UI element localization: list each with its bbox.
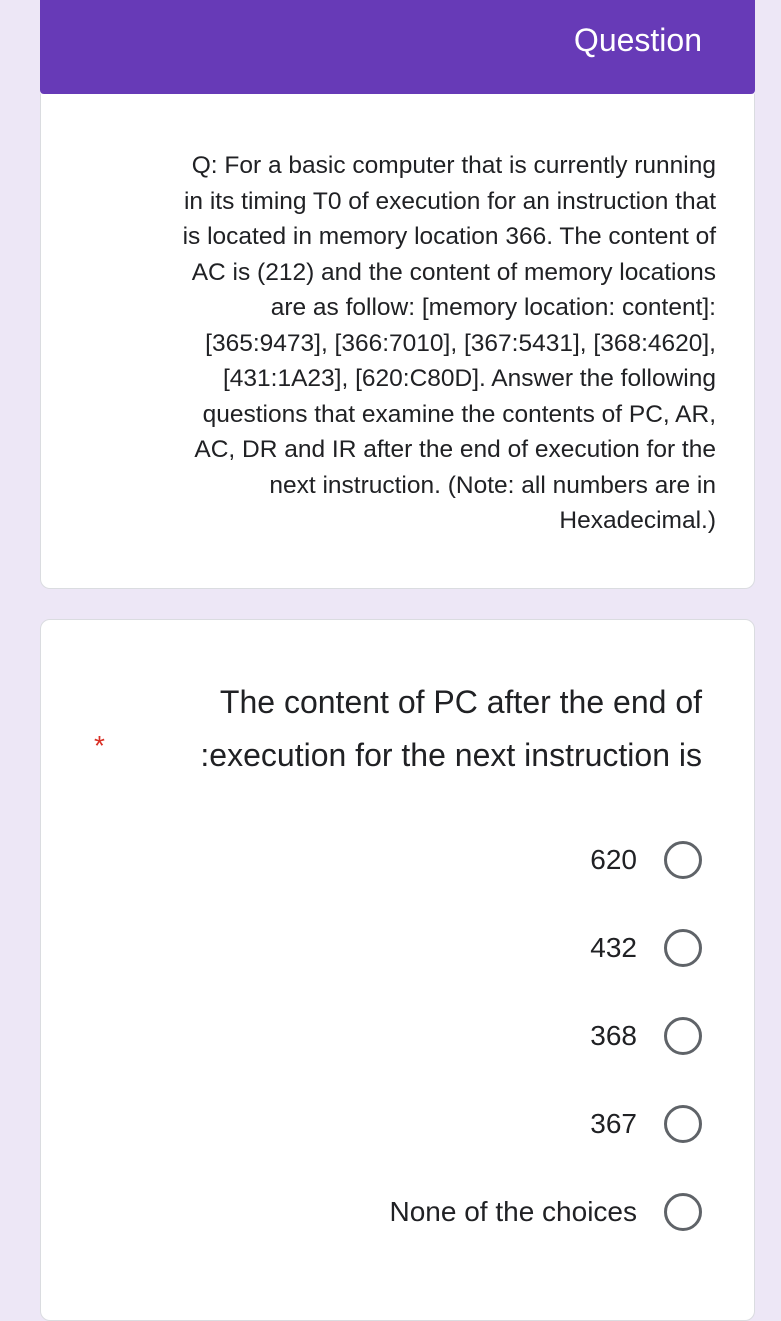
question-card	[40, 619, 755, 1321]
option-620[interactable]	[590, 838, 702, 882]
option-368[interactable]	[590, 1014, 702, 1058]
question-header-card	[40, 0, 755, 94]
option-432[interactable]	[590, 926, 702, 970]
radio-button[interactable]	[664, 1017, 702, 1055]
question-title-line-2: :execution for the next instruction is	[200, 737, 702, 773]
question-title-line-1: The content of PC after the end of	[219, 684, 702, 720]
description-card	[40, 94, 755, 589]
option-label: 368	[590, 1020, 637, 1051]
option-label: 432	[590, 932, 637, 963]
header-title: Question	[573, 22, 702, 58]
option-367[interactable]	[590, 1102, 702, 1146]
radio-button[interactable]	[664, 1105, 702, 1143]
radio-button[interactable]	[664, 929, 702, 967]
question-title	[102, 676, 702, 782]
radio-button[interactable]	[664, 841, 702, 879]
required-marker: *	[94, 730, 105, 761]
question-description-text: Q: For a basic computer that is currently running in its timing T0 of execution for an instruction that is located in memory location 366. The content of AC is (212) and the content of memory locations are as follow: [memory location: content]: [365:9473], [366:7010], [367:5431], [368:4620], [431:1A23], [620:C80D]. Answer the following questions that examine the contents of PC, AR, AC, DR and IR after the end of execution for the next instruction. (Note: all numbers are in Hexadecimal.)	[182, 152, 716, 534]
option-label: 367	[590, 1108, 637, 1139]
radio-button[interactable]	[664, 1193, 702, 1231]
option-label: None of the choices	[389, 1196, 637, 1227]
option-label: 620	[590, 844, 637, 875]
option-none-of-the-choices[interactable]	[390, 1190, 703, 1234]
